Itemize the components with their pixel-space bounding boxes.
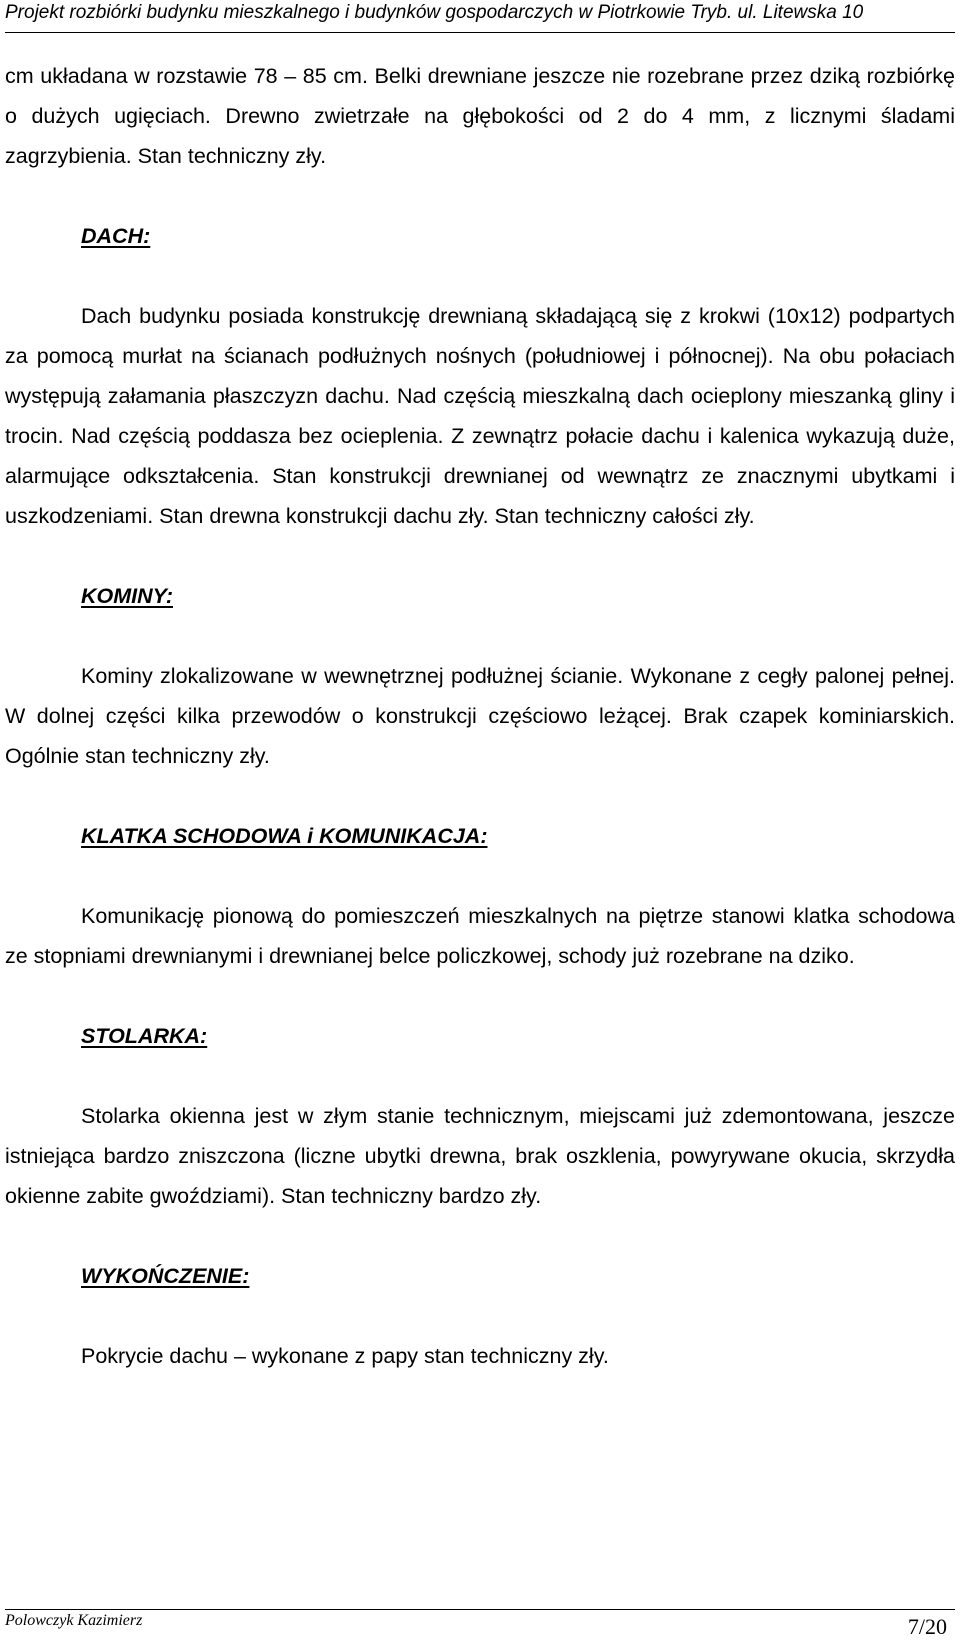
klatka-paragraph: Komunikację pionową do pomieszczeń mieszkalnych na piętrze stanowi klatka schodowa ze stopniami drewnianymi i drewnianej belce policzkowej, schody już rozebrane na dziko.: [5, 904, 955, 968]
section-heading-klatka: KLATKA SCHODOWA i KOMUNIKACJA:: [81, 824, 488, 848]
section-heading-dach: DACH:: [81, 224, 151, 248]
footer-author: Polowczyk Kazimierz: [5, 1612, 143, 1629]
dach-paragraph: Dach budynku posiada konstrukcję drewnianą składającą się z krokwi (10x12) podpartych za pomocą murłat na ścianach podłużnych nośnych (południowej i północnej). Na obu połaciach występują załamania płaszczyzn dachu. Nad częścią mieszkalną dach ocieplony mieszanką gliny i trocin. Nad częścią poddasza bez ocieplenia. Z zewnątrz połacie dachu i kalenica wykazują duże, alarmujące odkształcenia. Stan konstrukcji drewnianej od wewnątrz ze znacznymi ubytkami i uszkodzeniami. Stan drewna konstrukcji dachu zły. Stan techniczny całości zły.: [5, 304, 955, 528]
intro-paragraph: cm układana w rozstawie 78 – 85 cm. Belki drewniane jeszcze nie rozebrane przez dziką rozbiórkę o dużych ugięciach. Drewno zwietrzałe na głębokości od 2 do 4 mm, z licznymi śladami zagrzybienia. Stan techniczny zły.: [5, 64, 955, 168]
section-heading-stolarka: STOLARKA:: [81, 1024, 208, 1048]
page-header: [5, 0, 955, 33]
document-body: [5, 56, 955, 1376]
wykonczenie-paragraph: Pokrycie dachu – wykonane z papy stan techniczny zły.: [81, 1344, 609, 1368]
header-title: Projekt rozbiórki budynku mieszkalnego i budynków gospodarczych w Piotrkowie Tryb. ul. Litewska 10: [5, 2, 864, 23]
section-heading-wykonczenie: WYKOŃCZENIE:: [81, 1264, 250, 1288]
kominy-paragraph: Kominy zlokalizowane w wewnętrznej podłużnej ścianie. Wykonane z cegły palonej pełnej. W dolnej części kilka przewodów o konstrukcji częściowo leżącej. Brak czapek kominiarskich. Ogólnie stan techniczny zły.: [5, 664, 955, 768]
page-number: 7/20: [907, 1614, 947, 1639]
page-footer: [5, 1609, 955, 1637]
stolarka-paragraph: Stolarka okienna jest w złym stanie technicznym, miejscami już zdemontowana, jeszcze istniejąca bardzo zniszczona (liczne ubytki drewna, brak oszklenia, powyrywane okucia, skrzydła okienne zabite gwoździami). Stan techniczny bardzo zły.: [5, 1104, 955, 1208]
section-heading-kominy: KOMINY:: [81, 584, 173, 608]
